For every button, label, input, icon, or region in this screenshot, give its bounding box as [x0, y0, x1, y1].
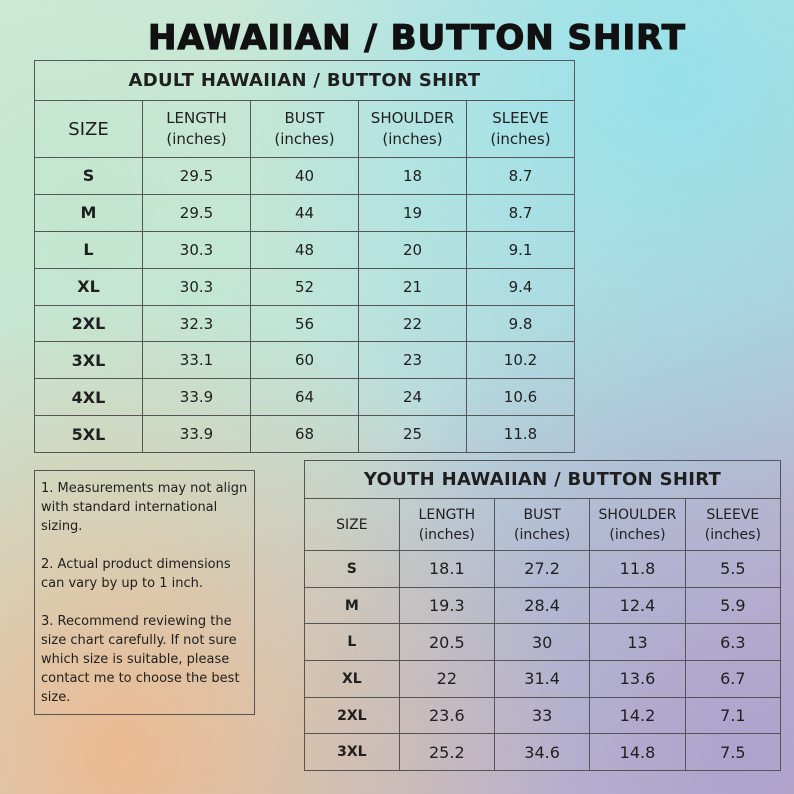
value-cell: 11.8 — [590, 551, 685, 588]
value-cell: 33.1 — [143, 342, 251, 379]
youth-header-shoulder — [590, 499, 685, 551]
value-cell: 20 — [359, 231, 467, 268]
table-row — [305, 587, 781, 624]
size-cell: L — [305, 624, 400, 661]
header-unit: (inches) — [418, 526, 475, 543]
table-row — [35, 416, 575, 453]
value-cell: 23.6 — [399, 697, 494, 734]
value-cell: 5.9 — [685, 587, 780, 624]
value-cell: 56 — [251, 305, 359, 342]
header-unit: (inches) — [704, 526, 761, 543]
table-row — [305, 697, 781, 734]
value-cell: 19 — [359, 194, 467, 231]
youth-header-sleeve — [685, 499, 780, 551]
table-row — [305, 734, 781, 771]
youth-header-size: SIZE — [305, 499, 400, 551]
value-cell: 33 — [494, 697, 589, 734]
adult-table-caption: ADULT HAWAIIAN / BUTTON SHIRT — [35, 61, 575, 101]
header-unit: (inches) — [490, 130, 551, 148]
table-row — [35, 379, 575, 416]
size-cell: M — [305, 587, 400, 624]
header-label: SLEEVE — [492, 109, 549, 127]
header-unit: (inches) — [514, 526, 571, 543]
size-cell: 5XL — [35, 416, 143, 453]
value-cell: 9.4 — [467, 268, 575, 305]
size-cell: 4XL — [35, 379, 143, 416]
header-label: SHOULDER — [370, 109, 455, 127]
value-cell: 25.2 — [399, 734, 494, 771]
value-cell: 12.4 — [590, 587, 685, 624]
value-cell: 24 — [359, 379, 467, 416]
youth-header-row — [305, 499, 781, 551]
header-label: SLEEVE — [706, 506, 760, 523]
adult-header-row — [35, 101, 575, 158]
value-cell: 31.4 — [494, 661, 589, 698]
value-cell: 5.5 — [685, 551, 780, 588]
value-cell: 13.6 — [590, 661, 685, 698]
size-cell: S — [35, 158, 143, 195]
youth-header-bust — [494, 499, 589, 551]
size-cell: S — [305, 551, 400, 588]
notes-box — [34, 470, 255, 715]
value-cell: 32.3 — [143, 305, 251, 342]
value-cell: 27.2 — [494, 551, 589, 588]
value-cell: 68 — [251, 416, 359, 453]
table-row — [35, 268, 575, 305]
size-cell: XL — [305, 661, 400, 698]
header-label: SHOULDER — [598, 506, 677, 523]
youth-size-table — [304, 460, 781, 771]
value-cell: 22 — [359, 305, 467, 342]
adult-table-body — [35, 158, 575, 453]
value-cell: 30 — [494, 624, 589, 661]
value-cell: 14.8 — [590, 734, 685, 771]
youth-table-body — [305, 551, 781, 771]
value-cell: 48 — [251, 231, 359, 268]
note-item: 3. Recommend reviewing the size chart carefully. If not sure which size is suitable, please contact me to choose the best size. — [41, 614, 240, 705]
value-cell: 23 — [359, 342, 467, 379]
note-item: 1. Measurements may not align with standard international sizing. — [41, 481, 248, 534]
table-row — [305, 551, 781, 588]
value-cell: 19.3 — [399, 587, 494, 624]
value-cell: 30.3 — [143, 231, 251, 268]
value-cell: 8.7 — [467, 158, 575, 195]
adult-header-sleeve — [467, 101, 575, 158]
value-cell: 10.6 — [467, 379, 575, 416]
value-cell: 33.9 — [143, 379, 251, 416]
header-unit: (inches) — [166, 130, 227, 148]
value-cell: 11.8 — [467, 416, 575, 453]
size-cell: 2XL — [305, 697, 400, 734]
value-cell: 9.8 — [467, 305, 575, 342]
value-cell: 18.1 — [399, 551, 494, 588]
value-cell: 64 — [251, 379, 359, 416]
size-cell: 3XL — [35, 342, 143, 379]
header-label: LENGTH — [166, 109, 227, 127]
header-label: BUST — [284, 109, 325, 127]
table-row — [35, 194, 575, 231]
adult-size-table — [34, 60, 575, 453]
adult-header-shoulder — [359, 101, 467, 158]
header-unit: (inches) — [382, 130, 443, 148]
value-cell: 21 — [359, 268, 467, 305]
size-cell: XL — [35, 268, 143, 305]
value-cell: 18 — [359, 158, 467, 195]
value-cell: 44 — [251, 194, 359, 231]
value-cell: 40 — [251, 158, 359, 195]
size-cell: M — [35, 194, 143, 231]
table-row — [35, 342, 575, 379]
value-cell: 29.5 — [143, 158, 251, 195]
table-row — [305, 661, 781, 698]
value-cell: 20.5 — [399, 624, 494, 661]
youth-header-length — [399, 499, 494, 551]
value-cell: 10.2 — [467, 342, 575, 379]
value-cell: 52 — [251, 268, 359, 305]
value-cell: 33.9 — [143, 416, 251, 453]
youth-table-caption: YOUTH HAWAIIAN / BUTTON SHIRT — [305, 461, 781, 499]
size-cell: 3XL — [305, 734, 400, 771]
page-title: HAWAIIAN / BUTTON SHIRT — [147, 18, 686, 58]
size-cell: 2XL — [35, 305, 143, 342]
table-row — [35, 231, 575, 268]
header-unit: (inches) — [609, 526, 666, 543]
value-cell: 6.7 — [685, 661, 780, 698]
value-cell: 9.1 — [467, 231, 575, 268]
header-label: LENGTH — [418, 506, 476, 523]
adult-header-size: SIZE — [35, 101, 143, 158]
table-row — [305, 624, 781, 661]
value-cell: 60 — [251, 342, 359, 379]
value-cell: 28.4 — [494, 587, 589, 624]
header-label: BUST — [523, 506, 561, 523]
header-unit: (inches) — [274, 130, 335, 148]
value-cell: 13 — [590, 624, 685, 661]
size-cell: L — [35, 231, 143, 268]
value-cell: 14.2 — [590, 697, 685, 734]
table-row — [35, 305, 575, 342]
value-cell: 30.3 — [143, 268, 251, 305]
value-cell: 6.3 — [685, 624, 780, 661]
value-cell: 7.1 — [685, 697, 780, 734]
value-cell: 29.5 — [143, 194, 251, 231]
adult-header-length — [143, 101, 251, 158]
table-row — [35, 158, 575, 195]
value-cell: 22 — [399, 661, 494, 698]
value-cell: 7.5 — [685, 734, 780, 771]
value-cell: 25 — [359, 416, 467, 453]
note-item: 2. Actual product dimensions can vary by up to 1 inch. — [41, 557, 231, 591]
value-cell: 34.6 — [494, 734, 589, 771]
value-cell: 8.7 — [467, 194, 575, 231]
adult-header-bust — [251, 101, 359, 158]
